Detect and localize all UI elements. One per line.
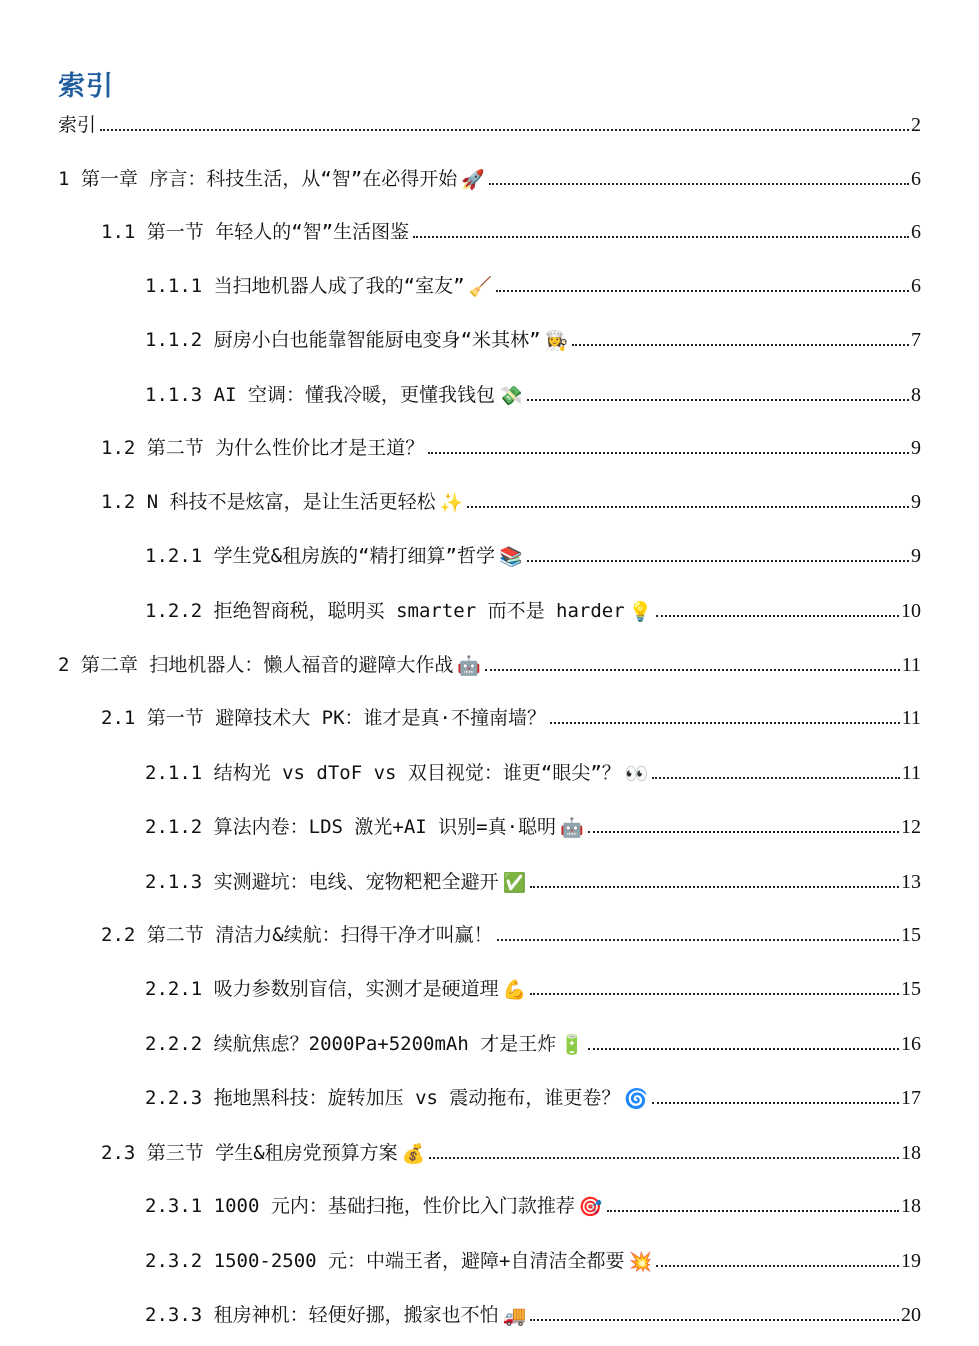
emoji-icon: 👀 — [624, 763, 649, 785]
emoji-icon: 🤖 — [457, 655, 481, 677]
emoji-icon: 📚 — [498, 546, 523, 568]
toc-entry[interactable] — [101, 1137, 921, 1165]
dot-leader — [485, 669, 900, 671]
toc-entry[interactable] — [145, 270, 921, 298]
toc-page-number: 7 — [911, 329, 921, 351]
toc-page-number: 9 — [911, 491, 921, 513]
emoji-icon: 💥 — [628, 1251, 653, 1273]
dot-leader — [652, 1102, 899, 1104]
dot-leader — [656, 615, 899, 617]
dot-leader — [652, 777, 899, 779]
dot-leader — [497, 939, 899, 941]
dot-leader — [572, 344, 909, 346]
emoji-icon: 🌀 — [624, 1088, 649, 1110]
emoji-icon: 🚚 — [502, 1305, 527, 1327]
toc-page-number: 16 — [901, 1033, 921, 1055]
emoji-icon: 🔋 — [560, 1034, 584, 1056]
toc-page-number: 11 — [901, 762, 921, 784]
toc-page-number: 6 — [911, 275, 921, 297]
emoji-icon: 👩‍🍳 — [544, 330, 569, 352]
toc-entry-title: 2.3 第三节 学生&租房党预算方案 — [101, 1142, 398, 1164]
toc-entry-title: 2.1.3 实测避坑：电线、宠物粑粑全避开 — [145, 871, 499, 893]
toc-entry[interactable] — [58, 649, 921, 677]
dot-leader — [527, 560, 909, 562]
toc-entry-title: 1.1.3 AI 空调：懂我冷暖，更懂我钱包 — [145, 384, 495, 406]
toc-entry[interactable] — [145, 324, 921, 352]
dot-leader — [588, 1048, 899, 1050]
toc-page-number: 13 — [901, 871, 921, 893]
toc-entry[interactable] — [145, 866, 921, 894]
toc-page-number: 2 — [911, 114, 921, 136]
toc-page-number: 11 — [901, 707, 921, 729]
emoji-icon: 💰 — [401, 1143, 426, 1165]
toc-entry-title: 索引 — [58, 114, 97, 136]
dot-leader — [530, 886, 899, 888]
toc-entry[interactable] — [145, 1245, 921, 1273]
toc-entry[interactable] — [145, 379, 921, 407]
dot-leader — [530, 993, 899, 995]
toc-page-number: 19 — [901, 1250, 921, 1272]
toc-entry-title: 1.1.1 当扫地机器人成了我的“室友” — [145, 275, 465, 297]
toc-page-number: 9 — [911, 437, 921, 459]
dot-leader — [550, 722, 900, 724]
toc-entry-title: 2.2.3 拖地黑科技：旋转加压 vs 震动拖布，谁更卷？ — [145, 1087, 621, 1109]
toc-entry-title: 2.1 第一节 避障技术大 PK：谁才是真·不撞南墙？ — [101, 707, 546, 729]
dot-leader — [429, 1157, 899, 1159]
toc-entry-title: 2.2.2 续航焦虑？2000Pa+5200mAh 才是王炸 — [145, 1033, 557, 1055]
toc-entry[interactable] — [58, 109, 921, 137]
toc-page-number: 12 — [901, 816, 921, 838]
toc-entry-title: 2.2 第二节 清洁力&续航：扫得干净才叫赢！ — [101, 924, 493, 946]
toc-entry-title: 1.2 N 科技不是炫富，是让生活更轻松 — [101, 491, 436, 513]
dot-leader — [588, 831, 899, 833]
toc-entry[interactable] — [101, 486, 921, 514]
toc-page-number: 8 — [911, 384, 921, 406]
dot-leader — [428, 452, 909, 454]
toc-entry-title: 2.3.1 1000 元内：基础扫拖，性价比入门款推荐 — [145, 1195, 575, 1217]
toc-page-number: 6 — [911, 221, 921, 243]
emoji-icon: 🎯 — [578, 1196, 603, 1218]
emoji-icon: 💪 — [502, 979, 527, 1001]
emoji-icon: 🧹 — [468, 276, 493, 298]
dot-leader — [100, 129, 909, 131]
toc-entry-title: 1.2.2 拒绝智商税，聪明买 smarter 而不是 harder — [145, 600, 625, 622]
toc-entry[interactable] — [145, 1299, 921, 1327]
toc-entry[interactable] — [58, 163, 921, 191]
emoji-icon: ✅ — [502, 872, 527, 894]
toc-entry[interactable] — [145, 540, 921, 568]
toc-entry[interactable] — [145, 811, 921, 839]
toc-entry[interactable] — [101, 432, 921, 460]
emoji-icon: 💸 — [498, 385, 523, 407]
toc-page-number: 18 — [901, 1142, 921, 1164]
toc-entry[interactable] — [101, 702, 921, 730]
toc-page-number: 9 — [911, 545, 921, 567]
toc-entry-title: 2.3.3 租房神机：轻便好挪，搬家也不怕 — [145, 1304, 499, 1326]
toc-page-number: 17 — [901, 1087, 921, 1109]
emoji-icon: 🤖 — [560, 817, 584, 839]
dot-leader — [413, 236, 909, 238]
dot-leader — [467, 506, 909, 508]
toc-entry[interactable] — [145, 1028, 921, 1056]
toc-page-number: 15 — [901, 924, 921, 946]
toc-entry[interactable] — [101, 919, 921, 947]
dot-leader — [530, 1319, 899, 1321]
toc-entry[interactable] — [145, 1190, 921, 1218]
toc-entry-title: 1.1.2 厨房小白也能靠智能厨电变身“米其林” — [145, 329, 541, 351]
toc-entry-title: 1 第一章 序言：科技生活，从“智”在必得开始 — [58, 168, 458, 190]
toc-entry[interactable] — [145, 973, 921, 1001]
toc-page-number: 20 — [901, 1304, 921, 1326]
toc-entry-title: 2.1.2 算法内卷：LDS 激光+AI 识别=真·聪明 — [145, 816, 557, 838]
toc-entry-title: 2.2.1 吸力参数别盲信，实测才是硬道理 — [145, 978, 499, 1000]
toc-entry-title: 2.1.1 结构光 vs dToF vs 双目视觉：谁更“眼尖”？ — [145, 762, 621, 784]
emoji-icon: 🚀 — [461, 169, 485, 191]
dot-leader — [527, 399, 909, 401]
toc-entry[interactable] — [101, 216, 921, 244]
toc-page-number: 6 — [911, 168, 921, 190]
toc-entry-title: 1.2 第二节 为什么性价比才是王道？ — [101, 437, 425, 459]
dot-leader — [656, 1265, 899, 1267]
dot-leader — [496, 290, 909, 292]
page-title: 索引 — [58, 71, 114, 102]
toc-entry-title: 1.1 第一节 年轻人的“智”生活图鉴 — [101, 221, 410, 243]
toc-entry-title: 1.2.1 学生党&租房族的“精打细算”哲学 — [145, 545, 495, 567]
toc-page-number: 10 — [901, 600, 921, 622]
emoji-icon: ✨ — [439, 492, 464, 514]
toc-entry[interactable] — [145, 1082, 921, 1110]
toc-entry[interactable] — [145, 595, 921, 623]
toc-entry-title: 2.3.2 1500-2500 元：中端王者，避障+自清洁全都要 — [145, 1250, 625, 1272]
dot-leader — [607, 1210, 899, 1212]
toc-page-number: 11 — [901, 654, 921, 676]
toc-entry[interactable] — [145, 757, 921, 785]
toc-entry-title: 2 第二章 扫地机器人：懒人福音的避障大作战 — [58, 654, 454, 676]
toc-page-number: 15 — [901, 978, 921, 1000]
dot-leader — [489, 183, 909, 185]
emoji-icon: 💡 — [628, 601, 653, 623]
toc-page-number: 18 — [901, 1195, 921, 1217]
